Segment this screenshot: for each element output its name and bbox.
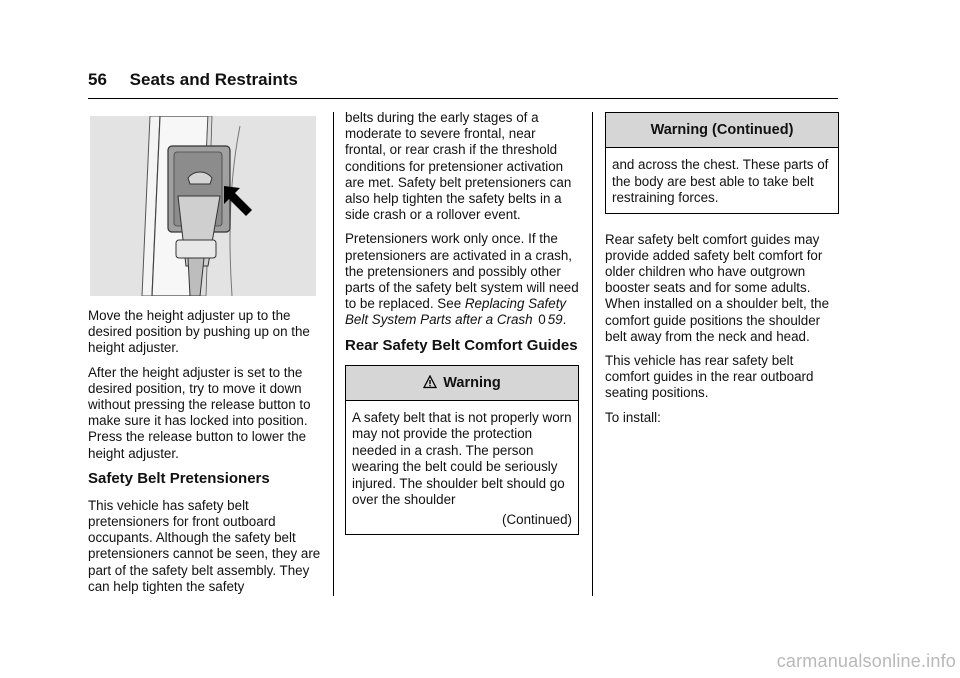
warning-box [345, 365, 579, 536]
paragraph-rear-guides: This vehicle has rear safety belt comfort guides in the rear outboard seating positions. [605, 352, 814, 401]
paragraph-height-adjuster: Move the height adjuster up to the desired position by pushing up on the height adjuster. [88, 308, 310, 356]
warning-header [346, 366, 578, 401]
warning-triangle-icon [423, 375, 437, 389]
column-2 [345, 110, 579, 535]
warning-text: A safety belt that is not properly worn may not provide the protection needed in a crash. The person wearing the belt could be seriously injured. The shoulder belt should go over the shoulder [352, 409, 572, 508]
page-header [88, 70, 298, 90]
paragraph-to-install: To install: [605, 409, 661, 425]
warning-title: Warning [443, 374, 501, 391]
heading-pretensioners: Safety Belt Pretensioners [88, 469, 270, 487]
height-adjuster-illustration [90, 116, 316, 296]
paragraph-lock-check: After the height adjuster is set to the desired position, try to move it down without pressing the release button to make sure it has locked into position. Press the release button to lower the height adjuster. [88, 364, 311, 461]
cross-reference-page[interactable]: 59 [547, 312, 563, 328]
heading-comfort-guides: Rear Safety Belt Comfort Guides [345, 336, 578, 354]
column-3 [605, 112, 839, 434]
paragraph-pretensioners: This vehicle has safety belt pretensioners for front outboard occupants. Although the safety belt pretensioners cannot be seen, they are part of the safety belt assembly. They can help tighten the safety [88, 497, 321, 594]
pillar-drawing [90, 116, 316, 296]
paragraph-comfort-guides: Rear safety belt comfort guides may provide added safety belt comfort for older children who have outgrown booster seats and for some adults. When installed on a shoulder belt, the comfort guide positions the shoulder belt away from the neck and head. [605, 231, 830, 344]
paragraph-pretensioner-function: belts during the early stages of a moderate to severe frontal, near frontal, or rear crash if the threshold conditions for pretensioner activation are met. Safety belt pretensioners can also help tighten the safety belts in a side crash or a rollover event. [345, 110, 572, 223]
warning-continued-header: Warning (Continued) [606, 113, 838, 148]
column-divider-1 [333, 112, 334, 596]
column-1 [88, 308, 326, 603]
section-title: Seats and Restraints [129, 70, 298, 89]
replace-text: Pretensioners work only once. If the pretensioners are activated in a crash, the pretensioners and possibly other parts of the safety belt system will need to be replaced. See [345, 231, 579, 312]
warning-continued: (Continued) [502, 511, 572, 527]
cross-reference-link[interactable]: Replacing Safety Belt System Parts after a Crash [345, 296, 567, 328]
page-reference-icon: 0 [538, 312, 546, 328]
header-rule [88, 98, 838, 99]
column-divider-2 [592, 112, 593, 596]
paragraph-pretensioner-replace: Pretensioners work only once. If the pretensioners are activated in a crash, the pretensioners and possibly other parts of the safety belt system will need to be replaced. See Replacing Safety Belt System Parts after a Crash 0 59. [345, 231, 579, 328]
page-number: 56 [88, 70, 107, 89]
warning-body [346, 401, 578, 535]
warning-continued-body: and across the chest. These parts of the body are best able to take belt restraining forces. [612, 157, 829, 205]
watermark: carmanualsonline.info [776, 651, 956, 671]
warning-box-continued [605, 112, 839, 214]
